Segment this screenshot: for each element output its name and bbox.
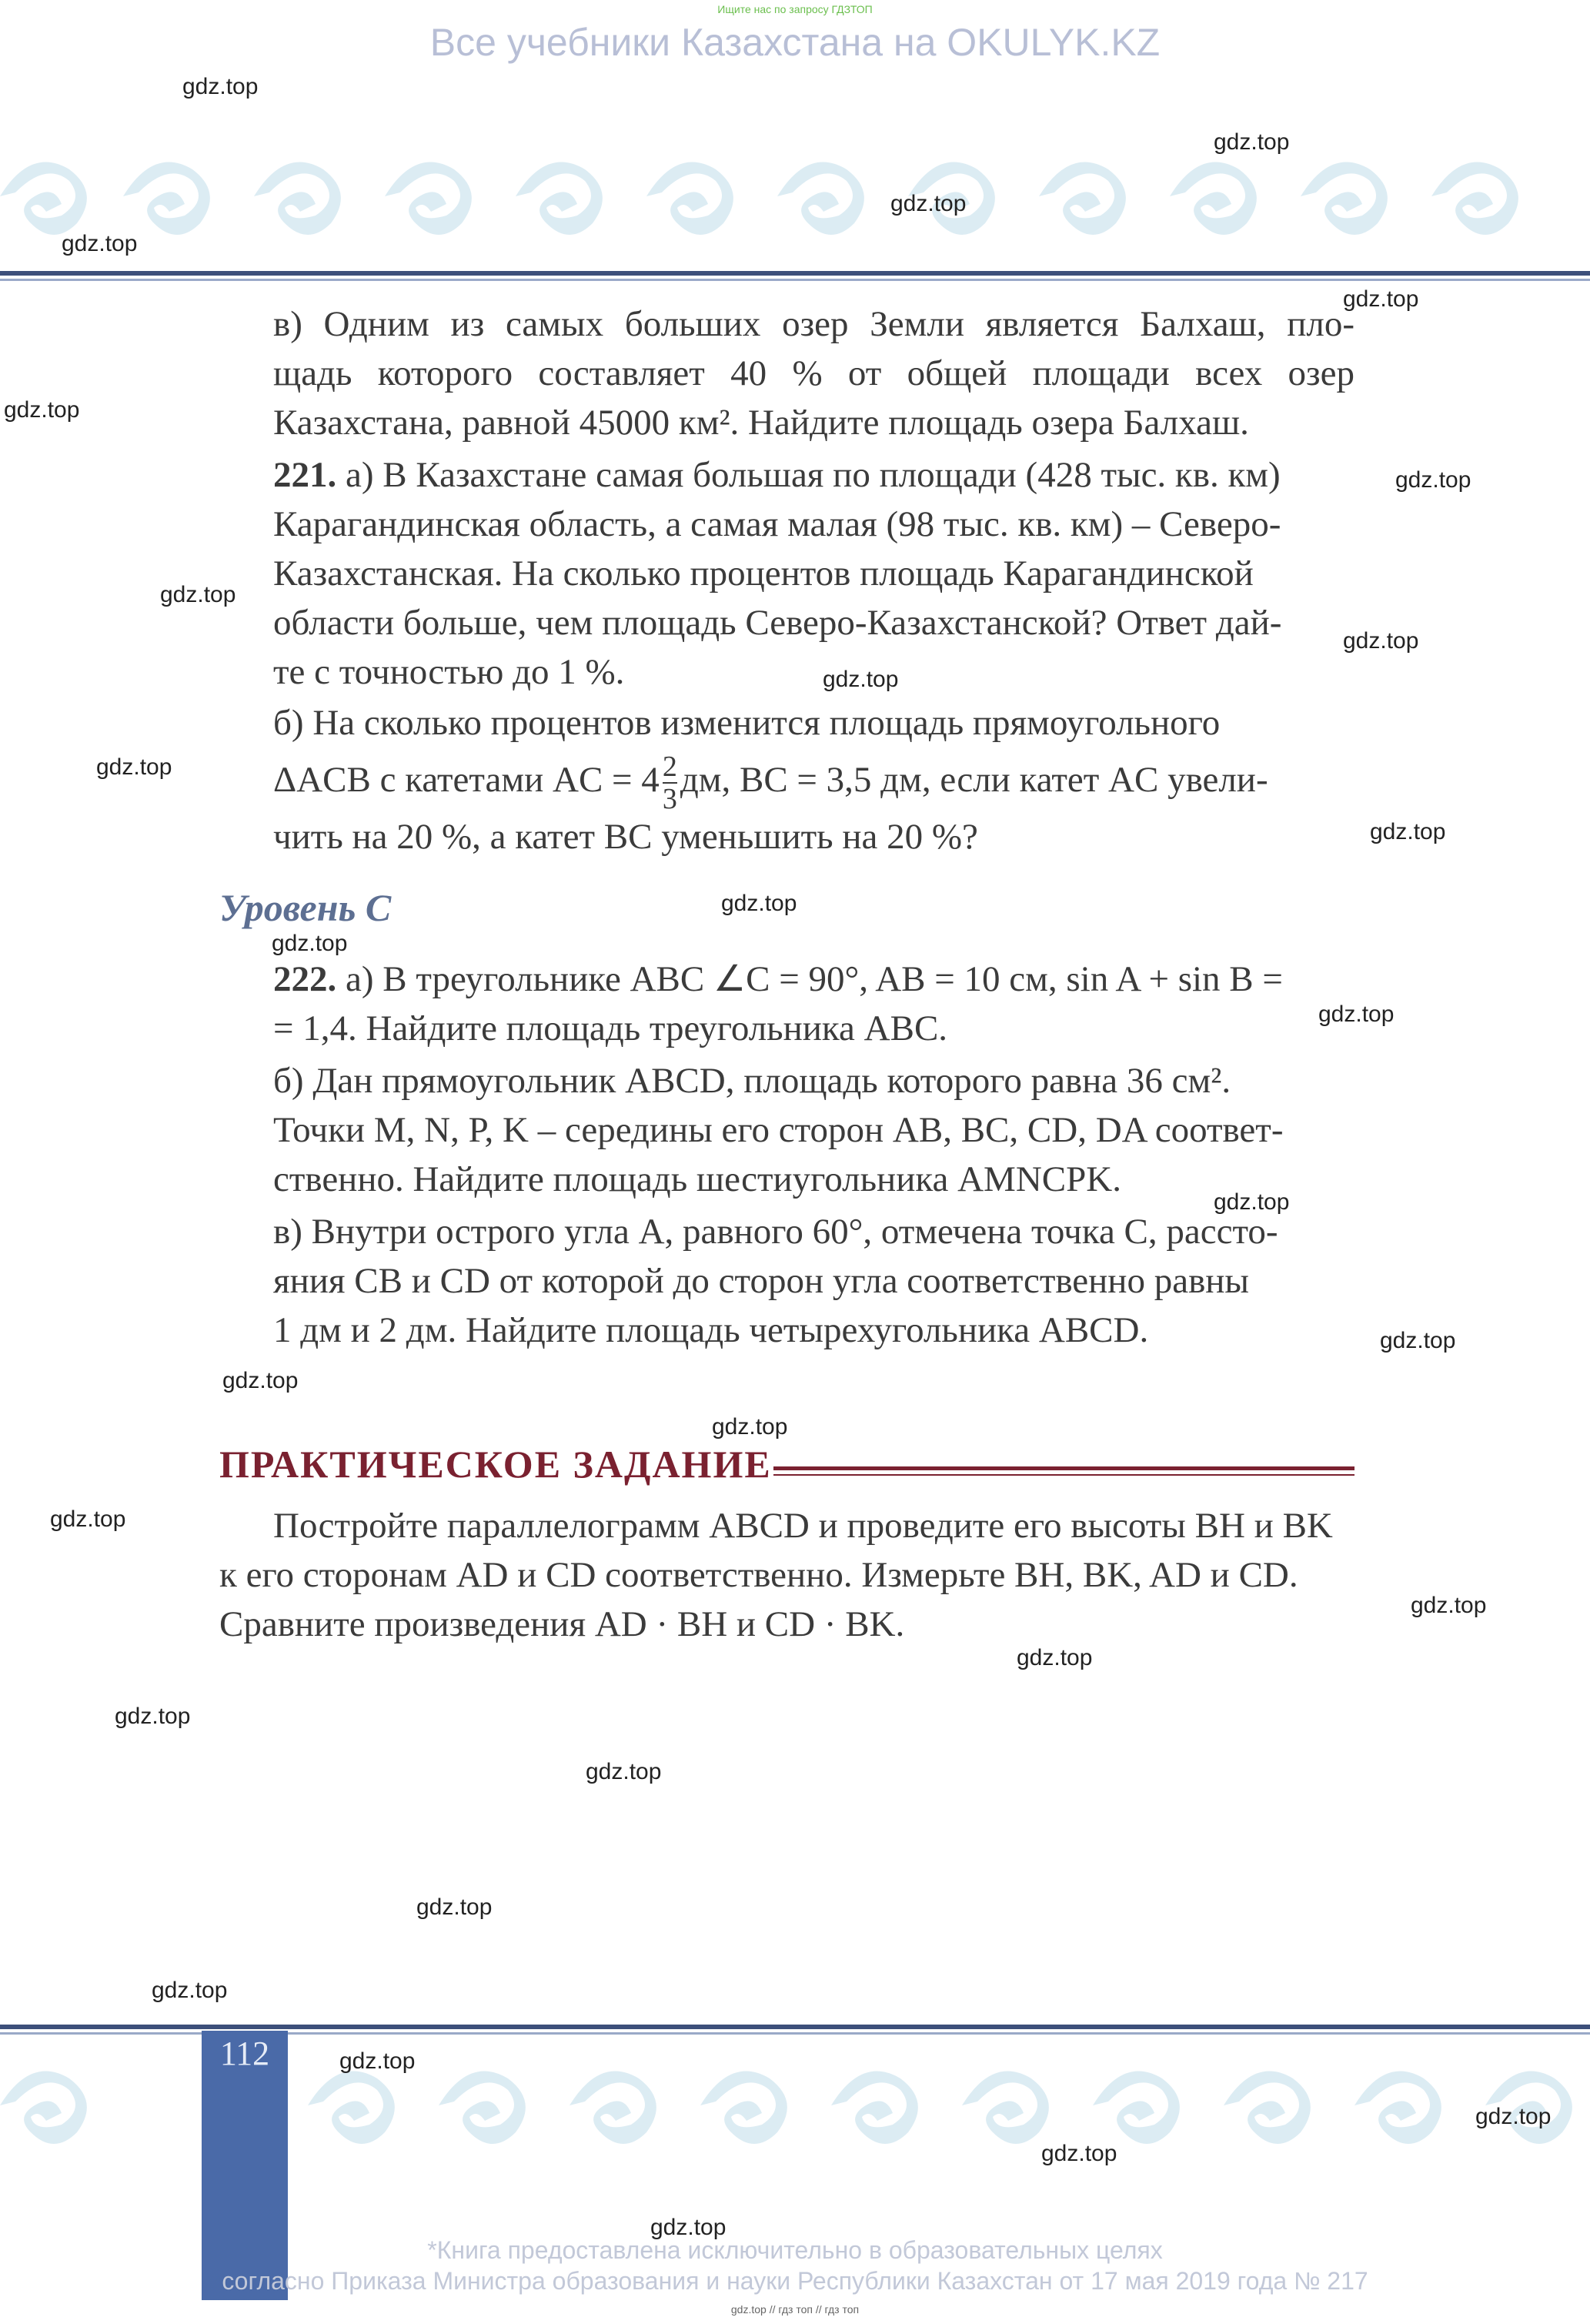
watermark: gdz.top	[650, 2215, 727, 2240]
top-rule-thin	[0, 279, 1590, 281]
watermark: gdz.top	[160, 582, 236, 607]
text-line: Точки M, N, P, K – середины его сторон AB, BC, CD, DA соответ-	[273, 1110, 1284, 1150]
watermark: gdz.top	[4, 397, 80, 423]
text-line: те с точностью до 1 %.	[273, 652, 625, 692]
practical-rule	[773, 1466, 1355, 1470]
text-line: Казахстанская. На сколько процентов площадь Карагандинской	[273, 553, 1254, 594]
watermark: gdz.top	[1041, 2141, 1117, 2166]
watermark: gdz.top	[182, 74, 259, 99]
text-fragment: а) В Казахстане самая большая по площади (428 тыс. кв. км)	[346, 455, 1281, 495]
text-line: к его сторонам AD и CD соответственно. Измерьте BH, BK, AD и CD.	[219, 1555, 1298, 1595]
footer-order: согласно Приказа Министра образования и науки Республики Казахстан от 17 мая 2019 года № 217	[222, 2267, 1368, 2295]
text-line	[273, 747, 1355, 816]
watermark: gdz.top	[1395, 467, 1471, 493]
text-fragment: дм, BC = 3,5 дм, если катет AC увели-	[680, 760, 1268, 800]
problem-number: 221.	[273, 455, 337, 495]
text-line: Постройте параллелограмм ABCD и проведите его высоты BH и BK	[273, 1506, 1333, 1546]
footer-notice: *Книга предоставлена исключительно в образовательных целях	[427, 2236, 1163, 2264]
text-fragment: ΔACB с катетами AC = 4	[273, 760, 660, 800]
page-number: 112	[219, 2035, 270, 2072]
watermark: gdz.top	[62, 231, 138, 256]
watermark: gdz.top	[115, 1704, 191, 1729]
problem-220v	[273, 299, 1355, 447]
text-line: яния CB и CD от которой до сторон угла соответственно равны	[273, 1261, 1249, 1301]
watermark: gdz.top	[1214, 129, 1290, 155]
watermark: gdz.top	[1017, 1645, 1093, 1670]
text-line: = 1,4. Найдите площадь треугольника ABC.	[273, 1008, 948, 1048]
site-title[interactable]: Все учебники Казахстана на OKULYK.KZ	[429, 21, 1161, 64]
watermark: gdz.top	[96, 754, 172, 780]
watermark: gdz.top	[1343, 628, 1419, 654]
watermark: gdz.top	[222, 1368, 299, 1393]
text-line: ственно. Найдите площадь шестиугольника AMNCPK.	[273, 1159, 1121, 1199]
text-line: 1 дм и 2 дм. Найдите площадь четырехугольника ABCD.	[273, 1310, 1149, 1350]
text-line: б) Дан прямоугольник ABCD, площадь которого равна 36 см².	[273, 1061, 1231, 1101]
watermark: gdz.top	[890, 191, 967, 216]
text-fragment: а) В треугольнике ABC ∠C = 90°, AB = 10 см, sin A + sin B =	[346, 959, 1283, 999]
watermark: gdz.top	[50, 1506, 126, 1532]
problem-number: 222.	[273, 959, 337, 999]
text-line: б) На сколько процентов изменится площадь прямоугольного	[273, 703, 1221, 743]
watermark: gdz.top	[1380, 1328, 1456, 1353]
watermark: gdz.top	[1475, 2104, 1552, 2129]
watermark: gdz.top	[1214, 1189, 1290, 1215]
problem-221	[273, 450, 1355, 861]
watermark: gdz.top	[339, 2048, 416, 2074]
text-line	[273, 450, 1355, 500]
fraction	[663, 751, 677, 814]
text-line: области больше, чем площадь Северо-Казахстанской? Ответ дай-	[273, 603, 1282, 643]
text-line: Карагандинская область, а самая малая (98 тыс. кв. км) – Северо-	[273, 504, 1281, 544]
text-line: Сравните произведения AD · BH и CD · BK.	[219, 1604, 905, 1644]
watermark: gdz.top	[416, 1894, 493, 1920]
fraction-denominator: 3	[662, 783, 677, 816]
text-line	[273, 955, 1355, 1004]
level-heading: Уровень С	[219, 886, 392, 929]
watermark: gdz.top	[586, 1759, 662, 1784]
text-line: чить на 20 %, а катет BC уменьшить на 20 %?	[273, 817, 978, 857]
watermark: gdz.top	[712, 1414, 788, 1440]
watermark: gdz.top	[1370, 819, 1446, 844]
problem-222	[273, 955, 1355, 1355]
text-line: в) Внутри острого угла A, равного 60°, отмечена точка C, рассто-	[273, 1212, 1278, 1252]
top-rule	[0, 271, 1590, 276]
text-line: Казахстана, равной 45000 км². Найдите площадь озера Балхаш.	[273, 403, 1249, 443]
practical-rule-thin	[773, 1474, 1355, 1476]
bottom-rule	[0, 2025, 1590, 2029]
watermark: gdz.top	[1318, 1001, 1395, 1027]
watermark: gdz.top	[823, 667, 899, 692]
fraction-numerator: 2	[662, 751, 677, 784]
watermark: gdz.top	[1343, 286, 1419, 312]
footer-links[interactable]: gdz.top // гдз топ // гдз топ	[730, 2303, 860, 2316]
practical-title: ПРАКТИЧЕСКОЕ ЗАДАНИЕ	[219, 1443, 772, 1486]
watermark: gdz.top	[1411, 1593, 1487, 1618]
text-line: в) Одним из самых больших озер Земли является Балхаш, пло-	[273, 304, 1355, 344]
watermark: gdz.top	[272, 931, 348, 956]
practical-text	[219, 1501, 1355, 1649]
text-line: щадь которого составляет 40 % от общей площади всех озер	[273, 353, 1355, 393]
watermark: gdz.top	[152, 1978, 228, 2003]
watermark: gdz.top	[721, 891, 797, 916]
top-ornament	[0, 139, 1590, 254]
top-note: Ищите нас по запросу ГДЗТОП	[717, 3, 873, 15]
